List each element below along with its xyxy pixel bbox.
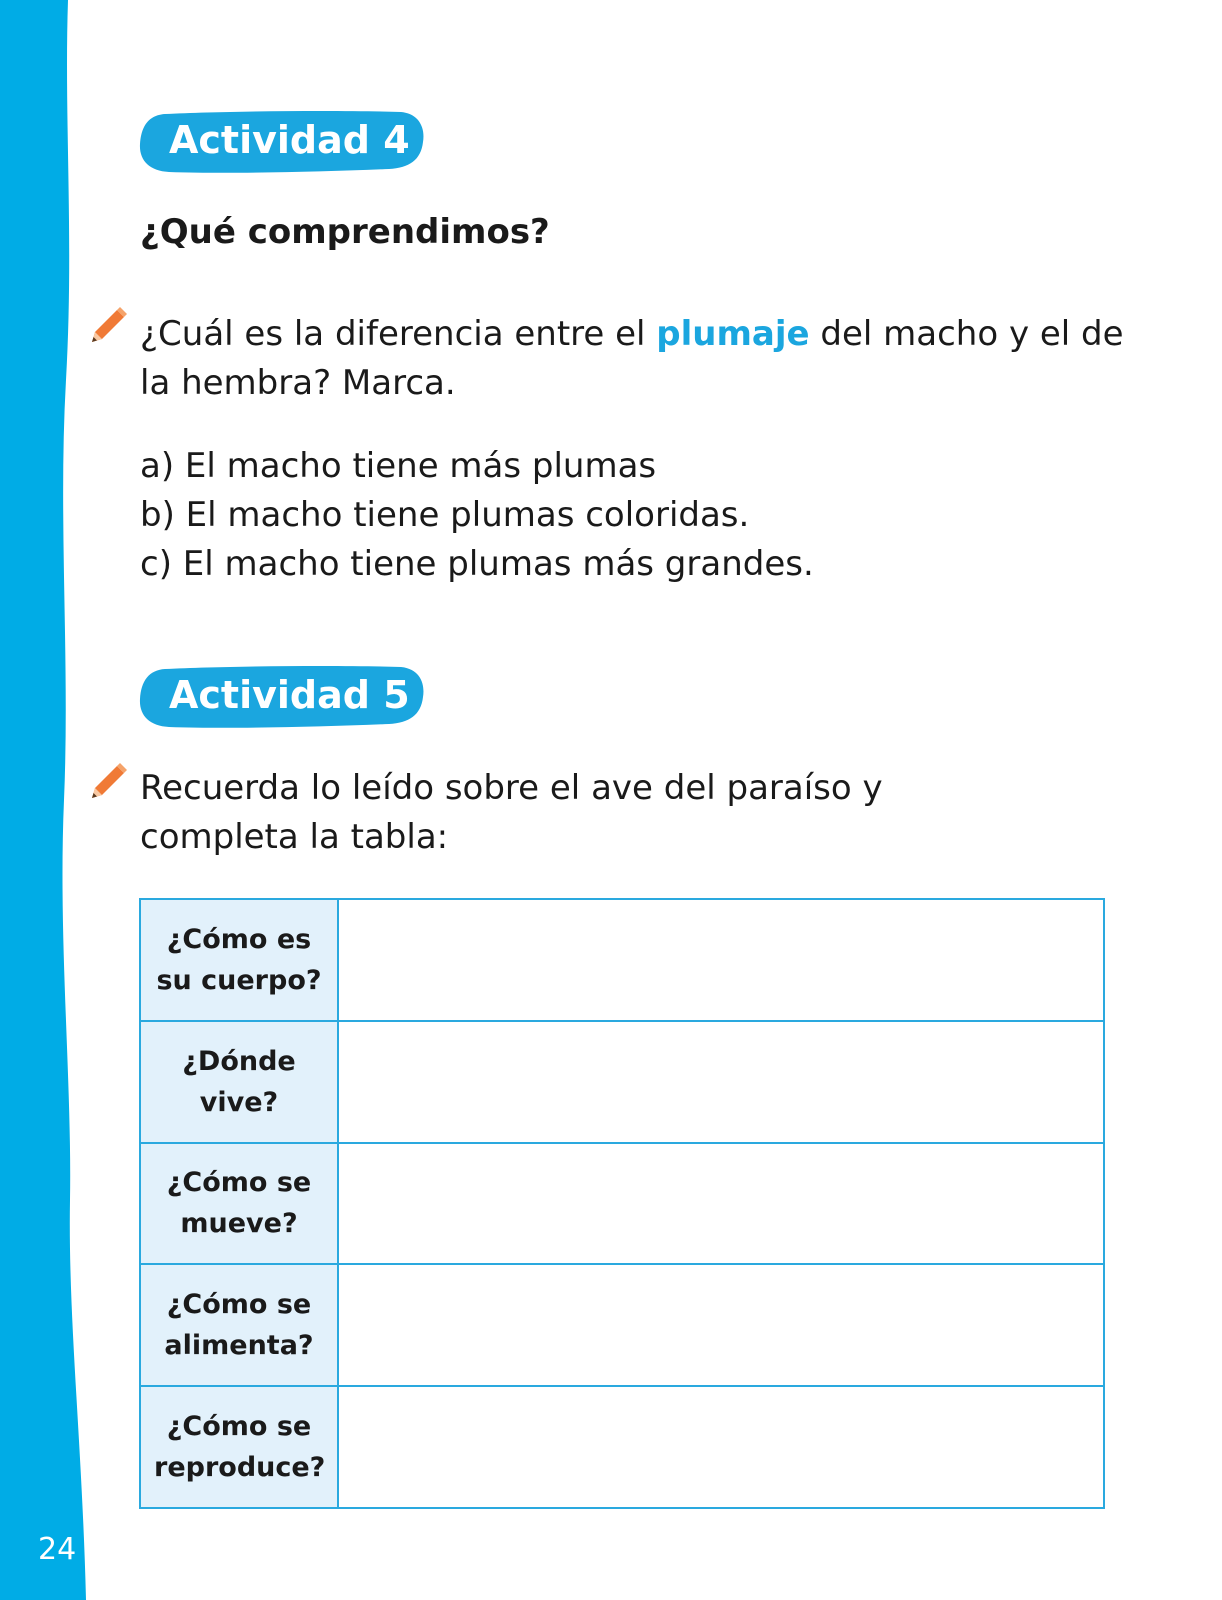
activity-4-question (140, 310, 1130, 408)
question-label: ¿Cómo se reproduce? (154, 1411, 326, 1484)
section-subheading: ¿Qué comprendimos? (140, 212, 550, 252)
activity-4-badge (139, 110, 425, 174)
question-text-end: del macho y el de la hembra? Marca. (140, 314, 1124, 403)
page-number: 24 (38, 1532, 77, 1567)
question-cell (140, 1386, 338, 1508)
table-row (140, 1021, 1104, 1143)
activity-5-title: Actividad 5 (169, 673, 410, 717)
answer-cell[interactable] (338, 1021, 1104, 1143)
question-label: ¿Cómo es su cuerpo? (156, 923, 322, 996)
table-row (140, 899, 1104, 1021)
highlighted-word: plumaje (656, 314, 810, 354)
side-band (0, 0, 100, 1600)
question-cell (140, 899, 338, 1021)
table-row (140, 1264, 1104, 1386)
option-c[interactable]: c) El macho tiene plumas más grandes. (140, 544, 814, 584)
option-b[interactable]: b) El macho tiene plumas coloridas. (140, 495, 750, 535)
question-text-start: ¿Cuál es la diferencia entre el (140, 314, 657, 354)
answer-options (140, 442, 814, 589)
activity-5-instruction: Recuerda lo leído sobre el ave del paraíso y completa la tabla: (140, 768, 883, 857)
answer-table (139, 898, 1105, 1509)
pencil-icon (88, 304, 130, 346)
answer-cell[interactable] (338, 1386, 1104, 1508)
option-a[interactable]: a) El macho tiene más plumas (140, 446, 657, 486)
question-cell (140, 1143, 338, 1265)
question-label: ¿Dónde vive? (182, 1045, 296, 1118)
answer-cell[interactable] (338, 899, 1104, 1021)
question-cell (140, 1021, 338, 1143)
pencil-icon (88, 760, 130, 802)
question-label: ¿Cómo se mueve? (166, 1167, 312, 1240)
table-row (140, 1386, 1104, 1508)
table-row (140, 1143, 1104, 1265)
activity-4-title: Actividad 4 (169, 118, 410, 162)
answer-cell[interactable] (338, 1264, 1104, 1386)
answer-cell[interactable] (338, 1143, 1104, 1265)
activity-5-badge (139, 665, 425, 729)
question-label: ¿Cómo se alimenta? (164, 1289, 314, 1362)
question-cell (140, 1264, 338, 1386)
